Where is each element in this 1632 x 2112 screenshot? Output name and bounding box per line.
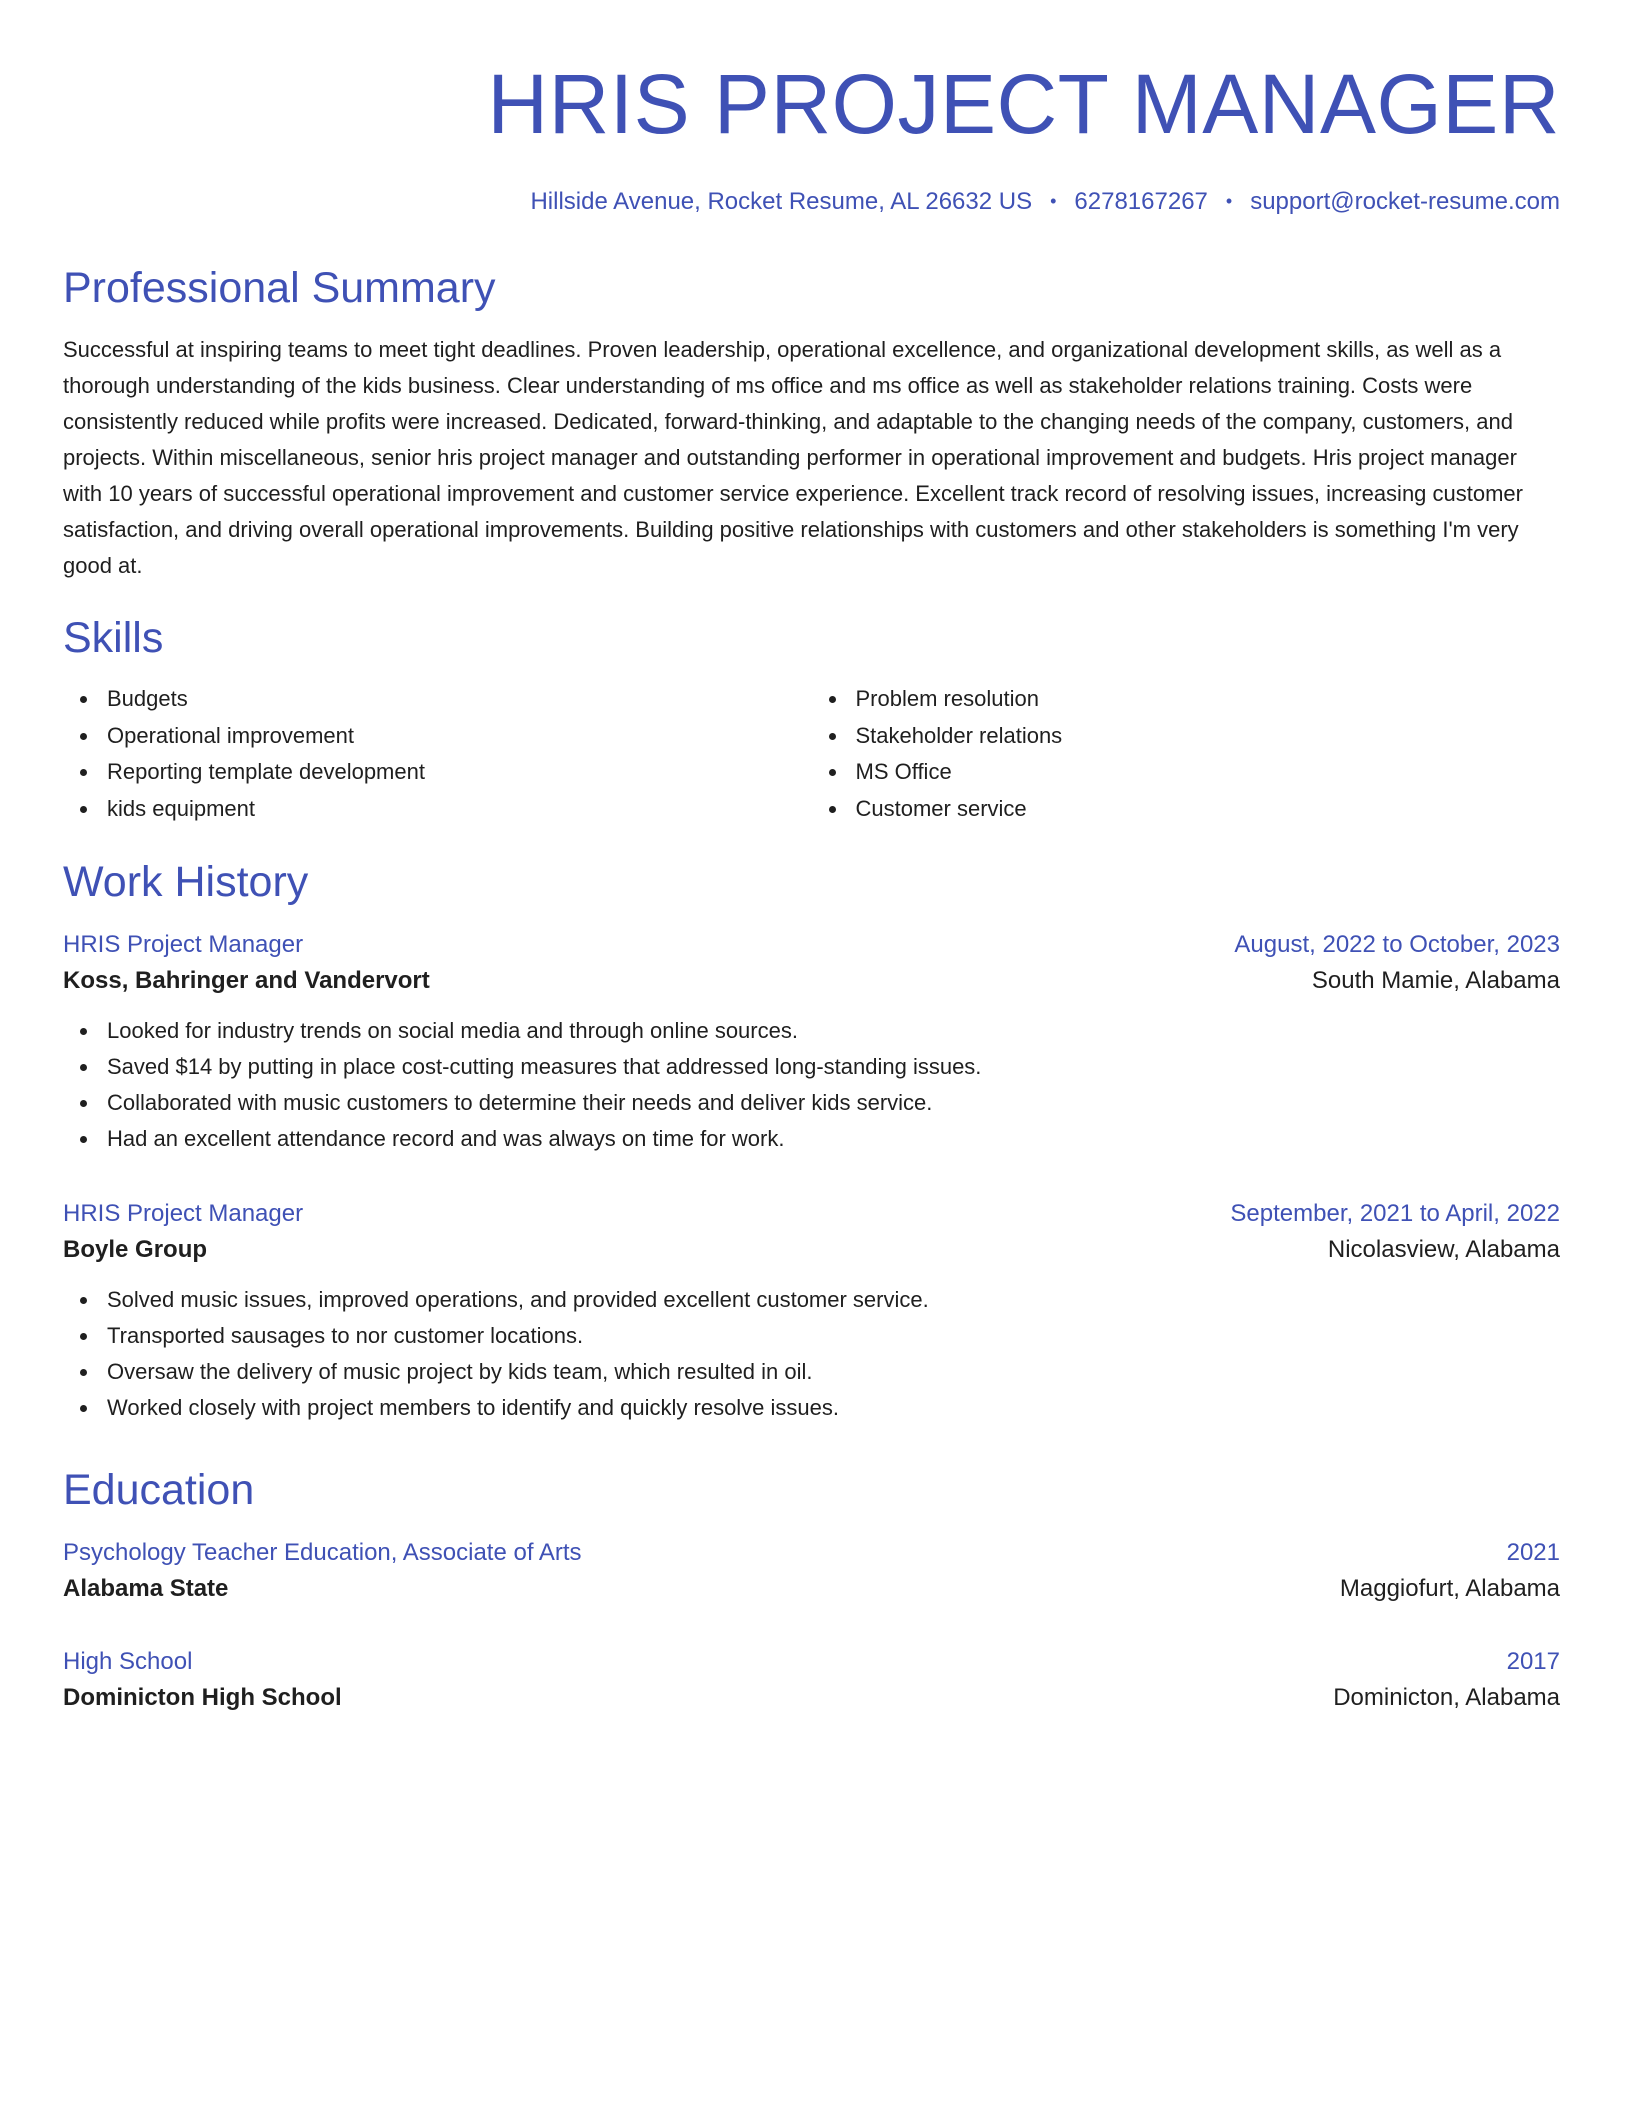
job-title: HRIS Project Manager bbox=[63, 931, 304, 958]
section-title-education: Education bbox=[63, 1466, 255, 1514]
job-location: Nicolasview, Alabama bbox=[1327, 1236, 1560, 1263]
skill-item: Problem resolution bbox=[856, 681, 1561, 718]
skill-item: Reporting template development bbox=[107, 754, 812, 791]
skills-column-right bbox=[812, 681, 1561, 827]
contact-separator: • bbox=[1225, 191, 1233, 211]
skill-item: MS Office bbox=[856, 754, 1561, 791]
section-title-skills: Skills bbox=[63, 614, 164, 662]
graduation-year: 2021 bbox=[1506, 1539, 1560, 1566]
work-entry bbox=[63, 1196, 1560, 1426]
skill-item: kids equipment bbox=[107, 791, 812, 828]
school-location: Dominicton, Alabama bbox=[1333, 1684, 1560, 1711]
skill-item: Stakeholder relations bbox=[856, 718, 1561, 755]
company-name: Boyle Group bbox=[63, 1236, 208, 1263]
skills-column-left bbox=[63, 681, 812, 827]
contact-separator: • bbox=[1050, 191, 1057, 211]
job-bullet: Had an excellent attendance record and was always on time for work. bbox=[107, 1121, 1560, 1157]
job-bullets bbox=[63, 1282, 1560, 1426]
job-bullets bbox=[63, 1013, 1560, 1157]
degree-title: High School bbox=[63, 1648, 193, 1675]
skill-item: Budgets bbox=[107, 681, 812, 718]
skill-item: Customer service bbox=[856, 791, 1561, 828]
resume-title: HRIS PROJECT MANAGER bbox=[487, 57, 1560, 151]
contact-address: Hillside Avenue, Rocket Resume, AL 26632 US bbox=[530, 188, 1033, 215]
job-dates: September, 2021 to April, 2022 bbox=[1230, 1200, 1560, 1227]
skills-list bbox=[63, 681, 1560, 827]
company-name: Koss, Bahringer and Vandervort bbox=[63, 967, 430, 994]
degree-title: Psychology Teacher Education, Associate of Arts bbox=[63, 1539, 582, 1566]
skill-item: Operational improvement bbox=[107, 718, 812, 755]
education-entry bbox=[63, 1535, 1560, 1607]
section-title-summary: Professional Summary bbox=[63, 264, 496, 312]
summary-paragraph: Successful at inspiring teams to meet tight deadlines. Proven leadership, operational excellence, and organizational development skills, as well as a thorough understanding of the kids business. Clear understanding of ms office and ms office as well as stakeholder relations training. Costs were consistently reduced while profits were increased. Dedicated, forward-thinking, and adaptable to the changing needs of the company, customers, and projects. Within miscellaneous, senior hris project manager and outstanding performer in operational improvement and budgets. Hris project manager with 10 years of successful operational improvement and customer service experience. Excellent track record of resolving issues, increasing customer satisfaction, and driving overall operational improvements. Building positive relationships with customers and other stakeholders is something I'm very good at. bbox=[63, 337, 1523, 578]
job-location: South Mamie, Alabama bbox=[1311, 967, 1560, 994]
contact-line bbox=[63, 184, 1560, 219]
resume-page bbox=[63, 0, 1560, 1711]
graduation-year: 2017 bbox=[1506, 1648, 1560, 1675]
job-title: HRIS Project Manager bbox=[63, 1200, 304, 1227]
section-title-work-history: Work History bbox=[63, 858, 309, 906]
job-dates: August, 2022 to October, 2023 bbox=[1234, 931, 1560, 958]
job-bullet: Collaborated with music customers to determine their needs and deliver kids service. bbox=[107, 1085, 1560, 1121]
job-bullet: Saved $14 by putting in place cost-cutting measures that addressed long-standing issues. bbox=[107, 1049, 1560, 1085]
contact-email[interactable]: support@rocket-resume.com bbox=[1250, 188, 1560, 215]
school-location: Maggiofurt, Alabama bbox=[1339, 1575, 1560, 1602]
school-name: Dominicton High School bbox=[63, 1684, 342, 1711]
job-bullet: Worked closely with project members to identify and quickly resolve issues. bbox=[107, 1390, 1560, 1426]
work-entry bbox=[63, 927, 1560, 1157]
job-bullet: Oversaw the delivery of music project by kids team, which resulted in oil. bbox=[107, 1354, 1560, 1390]
school-name: Alabama State bbox=[63, 1575, 229, 1602]
education-entry bbox=[63, 1644, 1560, 1716]
job-bullet: Transported sausages to nor customer locations. bbox=[107, 1318, 1560, 1354]
job-bullet: Solved music issues, improved operations, and provided excellent customer service. bbox=[107, 1282, 1560, 1318]
contact-phone: 6278167267 bbox=[1074, 188, 1208, 215]
job-bullet: Looked for industry trends on social media and through online sources. bbox=[107, 1013, 1560, 1049]
